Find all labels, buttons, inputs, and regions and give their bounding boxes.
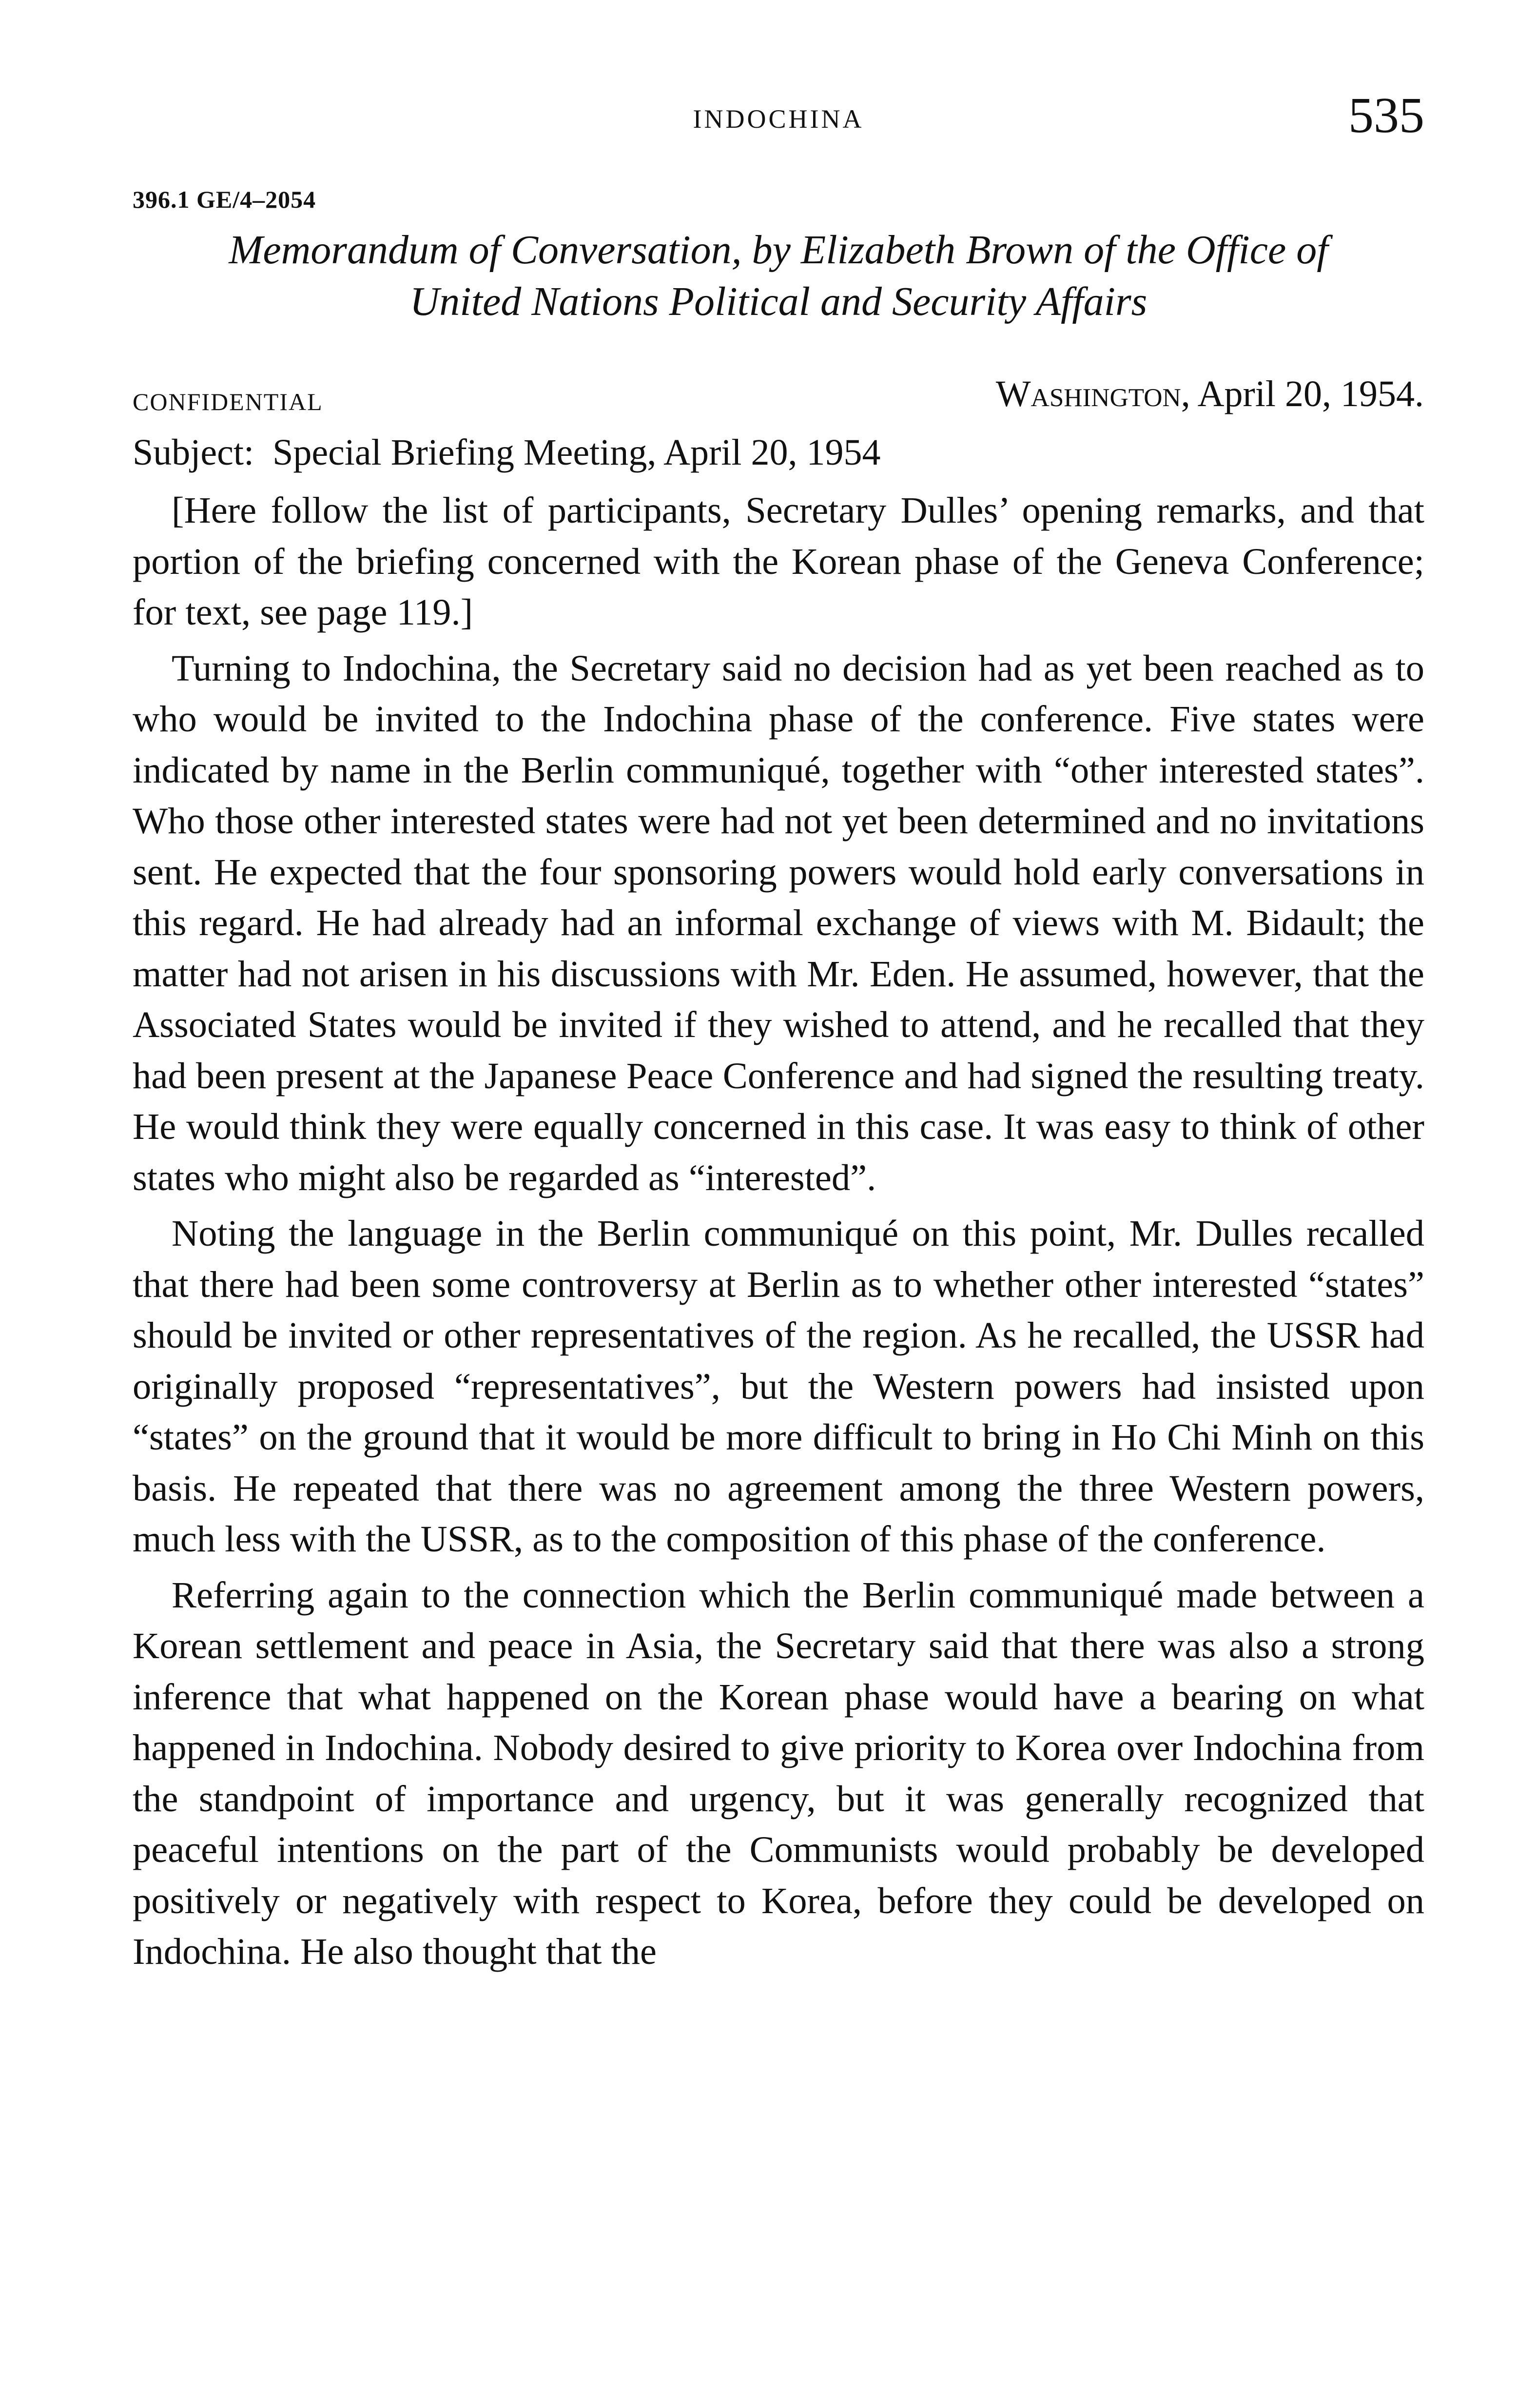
- subject-label: Subject:: [133, 432, 254, 473]
- document-title-line-2: United Nations Political and Security Affairs: [409, 279, 1147, 324]
- memorandum-body: [133, 485, 1424, 1982]
- paragraph: Turning to Indochina, the Secretary said no decision had as yet been reached as to who would be invited to the Indochina phase of the conference. Five states were indicated by name in the Berlin communiqué, together with “other interested states”. Who those other interested states were had not yet been determined and no invitations sent. He expected that the four sponsoring powers would hold early conversations in this regard. He had already had an informal exchange of views with M. Bidault; the matter had not arisen in his discussions with Mr. Eden. He assumed, however, that the Associated States would be invited if they wished to attend, and he recalled that they had been present at the Japanese Peace Conference and had signed the resulting treaty. He would think they were equally concerned in this case. It was easy to think of other states who might also be regarded as “interested”.: [133, 647, 1424, 1198]
- dateline-date: , April 20, 1954.: [1181, 373, 1424, 414]
- document-title-line-1: Memorandum of Conversation, by Elizabeth Brown of the Office of: [229, 227, 1328, 273]
- subject-text: Special Briefing Meeting, April 20, 1954: [272, 432, 881, 473]
- paragraph-editorial-note: [Here follow the list of participants, Secretary Dulles’ opening remarks, and that portion of the briefing concerned with the Korean phase of the Geneva Conference; for text, see page 119.]: [133, 489, 1424, 633]
- file-reference: 396.1 GE/4–2054: [133, 186, 316, 213]
- page-number: 535: [1348, 87, 1424, 143]
- subject-line: [133, 431, 881, 474]
- running-title: INDOCHINA: [693, 104, 864, 134]
- dateline: [996, 373, 1424, 415]
- paragraph: Referring again to the connection which the Berlin communiqué made between a Korean settlement and peace in Asia, the Secretary said that there was also a strong inference that what happened on the Korean phase would have a bearing on what happened in Indochina. Nobody desired to give priority to Korea over Indochina from the standpoint of importance and urgency, but it was generally recognized that peaceful intentions on the part of the Communists would probably be developed positively or negatively with respect to Korea, before they could be developed on Indochina. He also thought that the: [133, 1574, 1424, 1972]
- dateline-place: Washington: [995, 373, 1181, 414]
- running-header: [133, 87, 1424, 149]
- classification-marking: CONFIDENTIAL: [133, 388, 323, 415]
- paragraph: Noting the language in the Berlin communiqué on this point, Mr. Dulles recalled that there had been some controversy at Berlin as to whether other interested “states” should be invited or other representatives of the region. As he recalled, the USSR had originally proposed “representatives”, but the Western powers had insisted upon “states” on the ground that it would be more difficult to bring in Ho Chi Minh on this basis. He repeated that there was no agreement among the three Western powers, much less with the USSR, as to the composition of this phase of the conference.: [133, 1213, 1424, 1560]
- document-title: [133, 224, 1424, 328]
